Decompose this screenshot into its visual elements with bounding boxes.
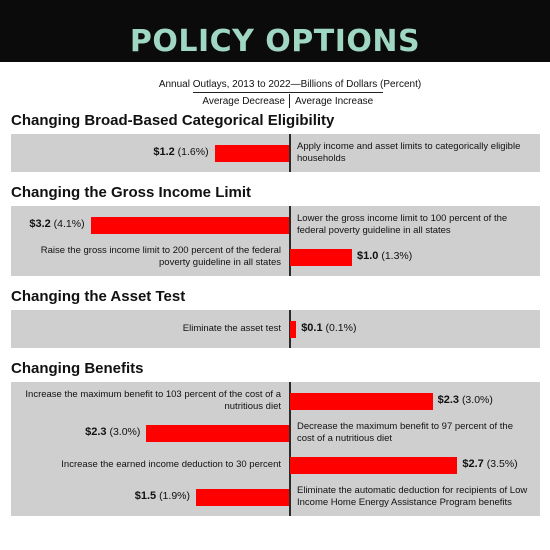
percent-text: (3.5%): [486, 458, 518, 470]
section-title: Changing the Gross Income Limit: [11, 184, 252, 201]
subtitle-rule: [193, 92, 383, 93]
zero-axis: [289, 206, 291, 276]
value-text: $3.2: [29, 218, 51, 230]
data-label: [29, 218, 84, 231]
zero-axis: [289, 134, 291, 172]
data-label: [438, 394, 493, 407]
value-text: $2.7: [462, 458, 484, 470]
percent-text: (3.0%): [109, 426, 141, 438]
value-text: $1.5: [134, 490, 157, 502]
percent-text: (3.0%): [461, 394, 493, 406]
header-axis-line: [289, 94, 290, 108]
data-label: [301, 322, 356, 335]
data-label: [357, 250, 412, 263]
data-label: [462, 458, 517, 471]
percent-text: (4.1%): [53, 218, 85, 230]
bar: [196, 489, 289, 506]
section-title: Changing Benefits: [11, 360, 144, 377]
section-title: Changing Broad-Based Categorical Eligibility: [11, 112, 335, 129]
section-title: Changing the Asset Test: [11, 288, 186, 305]
option-label: Increase the earned income deduction to 30 percent: [61, 459, 281, 470]
value-text: $2.3: [85, 426, 107, 438]
option-label: Increase the maximum benefit to 103 percent of the cost of a nutritious diet: [25, 389, 281, 412]
option-label: Lower the gross income limit to 100 percent of the federal poverty guideline in all states: [297, 213, 508, 236]
bar: [290, 249, 352, 266]
percent-text: (1.6%): [177, 146, 209, 158]
bar: [215, 145, 289, 162]
data-label: [153, 146, 208, 159]
bar: [91, 217, 289, 234]
value-text: $2.3: [437, 394, 460, 406]
percent-text: (0.1%): [325, 322, 357, 334]
bar: [290, 457, 457, 474]
page-title: POLICY OPTIONS: [129, 24, 421, 59]
data-label: [85, 426, 140, 439]
decrease-column-header: Average Decrease: [202, 96, 285, 107]
percent-text: (1.9%): [159, 490, 190, 502]
value-text: $1.2: [153, 146, 175, 158]
option-label: Eliminate the asset test: [182, 323, 281, 334]
option-label: Decrease the maximum benefit to 97 percent of the cost of a nutritious diet: [297, 421, 513, 444]
value-text: $0.1: [301, 322, 323, 334]
option-label: Eliminate the automatic deduction for recipients of Low Income Home Energy Assistance Program benefits: [297, 485, 528, 508]
chart-subtitle: Annual Outlays, 2013 to 2022—Billions of Dollars (Percent): [158, 79, 422, 90]
option-label: Raise the gross income limit to 200 percent of the federal poverty guideline in all states: [40, 245, 281, 268]
bar: [290, 321, 296, 338]
bar: [146, 425, 289, 442]
value-text: $1.0: [357, 250, 379, 262]
option-label: Apply income and asset limits to categorically eligible households: [297, 141, 521, 164]
increase-column-header: Average Increase: [295, 96, 374, 107]
bar: [290, 393, 433, 410]
percent-text: (1.3%): [381, 250, 413, 262]
data-label: [135, 490, 190, 503]
